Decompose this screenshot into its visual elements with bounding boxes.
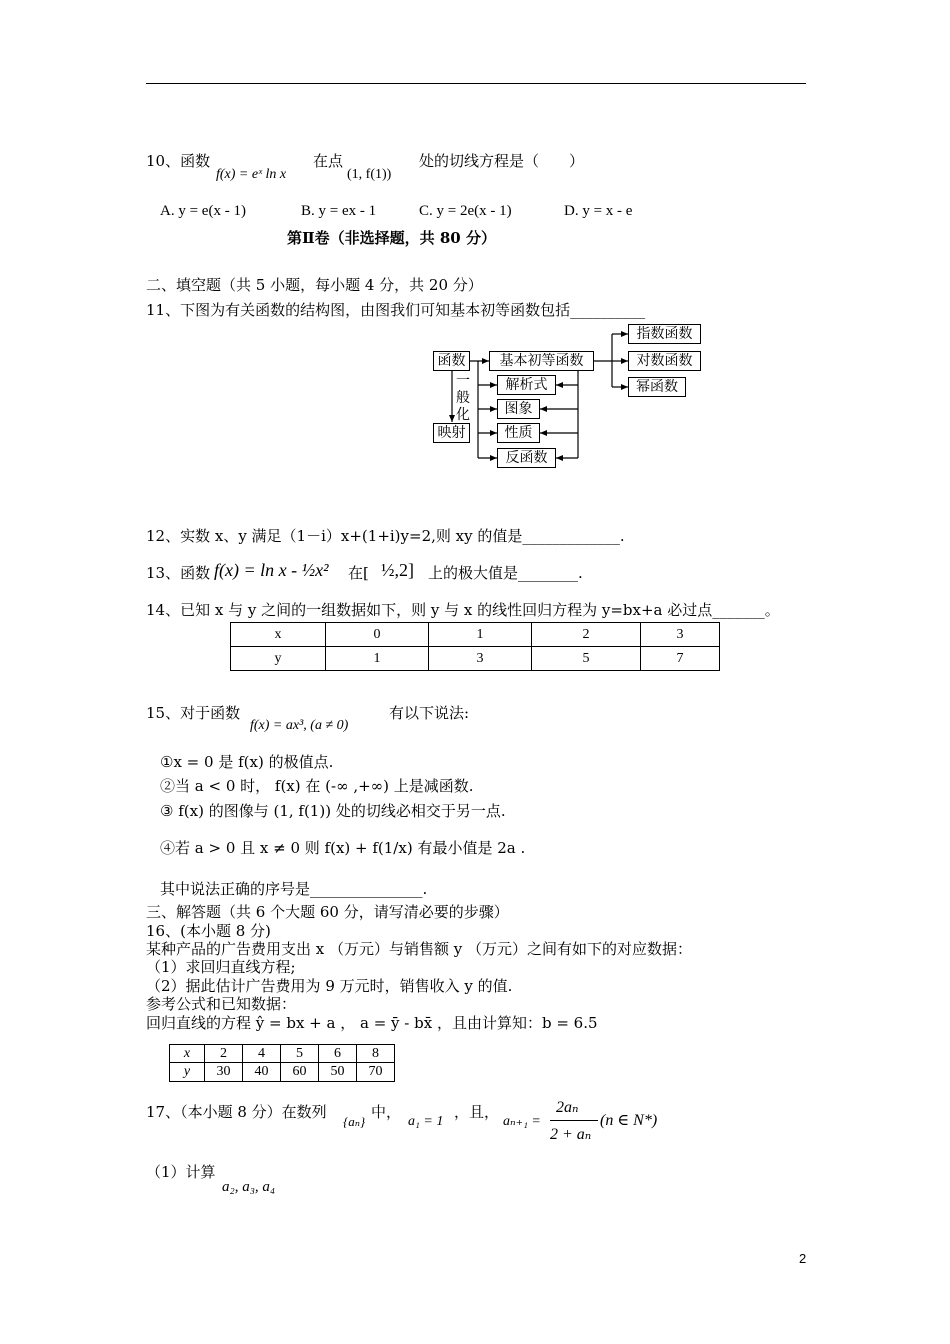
box-inverse-function: 反函数 [497,448,556,468]
q17-recurrence-lhs: aₙ₊₁ = [503,1114,541,1129]
q14-text: 14、已知 x 与 y 之间的一组数据如下，则 y 与 x 的线性回归方程为 y=bx+a 必过点_______。 [146,601,780,619]
q17-sequence: {aₙ} [343,1114,366,1129]
table-cell: 7 [641,647,720,671]
q15-function: f(x) = ax³, (a ≠ 0) [250,718,349,733]
q16-line-2: （1）求回归直线方程; [146,958,296,976]
q10-point: (1, f(1)) [347,167,392,182]
q13-function: f(x) = ln x - ½x² [214,560,329,580]
fraction-bar [550,1120,598,1121]
q10-option-c: C. y = 2e(x - 1) [419,203,512,219]
box-basic-elementary: 基本初等函数 [489,351,594,371]
table-cell: 70 [357,1063,395,1082]
q15-pre: 15、对于函数 [146,704,241,722]
q13-interval: ½,2] [381,560,414,580]
table-cell: 5 [281,1045,319,1063]
q10-option-b: B. y = ex - 1 [301,203,377,219]
q15-statement-2: ②当 a < 0 时， f(x) 在 (-∞ ,+∞) 上是减函数. [160,777,474,795]
q17-recurrence-denominator: 2 + aₙ [550,1126,592,1143]
section2-heading: 二、填空题（共 5 小题，每小题 4 分，共 20 分） [146,276,483,294]
q15-statement-4: ④若 a > 0 且 x ≠ 0 则 f(x) + f(1/x) 有最小值是 2a . [160,839,526,857]
q11-text: 11、下图为有关函数的结构图，由图我们可知基本初等函数包括__________ [146,301,646,319]
q15-statement-3: ③ f(x) 的图像与 (1, f(1)) 处的切线必相交于另一点. [160,802,506,820]
q17-and: ，且， [454,1103,500,1121]
box-mapping: 映射 [433,423,470,443]
table-row [170,1063,395,1082]
table-cell: x [170,1045,205,1063]
table-cell: 4 [243,1045,281,1063]
table-cell: 5 [532,647,641,671]
q10-stem: 10、函数 [146,152,211,170]
label-generalize: 一般化 [456,373,470,423]
table-cell: y [231,647,326,671]
part2-title: 第Ⅱ卷（非选择题，共 80 分） [287,229,496,247]
table-cell: 2 [205,1045,243,1063]
q15-statement-1: ①x = 0 是 f(x) 的极值点. [160,753,334,771]
table-row [231,647,720,671]
q14-data-table [230,622,720,671]
q13-pre: 13、函数 [146,564,211,582]
q10-function: f(x) = eˣ ln x [216,167,287,182]
q17-recurrence-numerator: 2aₙ [556,1099,579,1116]
box-analytic-expression: 解析式 [497,375,556,395]
q16-line-4: 参考公式和已知数据： [146,995,297,1013]
box-exponential: 指数函数 [628,324,701,344]
q16-title: 16、(本小题 8 分) [146,922,271,940]
q16-data-table [169,1044,395,1082]
q17-part-1-expr: a₂, a₃, a₄ [222,1179,276,1195]
table-cell: y [170,1063,205,1082]
table-cell: 6 [319,1045,357,1063]
table-cell: 2 [532,623,641,647]
q12-text: 12、实数 x、y 满足（1－i）x+(1+i)y=2,则 xy 的值是_____________. [146,527,625,545]
table-cell: 0 [326,623,429,647]
q17-pre: 17、（本小题 8 分）在数列 [146,1103,327,1121]
table-cell: 1 [326,647,429,671]
q17-recurrence-condition: (n ∈ N*) [600,1112,658,1129]
box-function: 函数 [433,351,470,371]
table-cell: 3 [641,623,720,647]
box-logarithmic: 对数函数 [628,351,701,371]
page-number: 2 [799,1251,807,1266]
q17-a1: a₁ = 1 [408,1114,444,1129]
box-property: 性质 [497,423,540,443]
q16-line-1: 某种产品的广告费用支出 x （万元）与销售额 y （万元）之间有如下的对应数据： [146,940,693,958]
table-row [231,623,720,647]
q15-tail: 有以下说法: [389,704,470,722]
section3-heading: 三、解答题（共 6 个大题 60 分，请写清必要的步骤） [146,903,509,921]
table-cell: 1 [429,623,532,647]
q16-line-3: （2）据此估计广告费用为 9 万元时，销售收入 y 的值. [146,977,513,995]
q10-tail: 处的切线方程是（ ） [419,152,585,170]
q10-option-d: D. y = x - e [564,203,633,219]
table-cell: 50 [319,1063,357,1082]
q17-mid: 中， [371,1103,402,1121]
table-cell: x [231,623,326,647]
q10-at-point: 在点 [313,152,344,170]
q10-option-a: A. y = e(x - 1) [160,203,246,219]
table-cell: 30 [205,1063,243,1082]
box-power: 幂函数 [628,377,686,397]
q13-mid: 在[ [348,564,369,582]
table-cell: 40 [243,1063,281,1082]
q17-part-1: （1）计算 [146,1163,216,1181]
table-cell: 60 [281,1063,319,1082]
table-cell: 8 [357,1045,395,1063]
q15-answer-line: 其中说法正确的序号是_______________. [160,880,428,898]
table-cell: 3 [429,647,532,671]
q16-line-5: 回归直线的方程 ŷ = bx + a ， a = ȳ - bx̄ ，且由计算知：b = 6.5 [146,1014,598,1032]
box-graph: 图象 [497,399,540,419]
table-row [170,1045,395,1063]
q13-tail: 上的极大值是________. [428,564,583,582]
